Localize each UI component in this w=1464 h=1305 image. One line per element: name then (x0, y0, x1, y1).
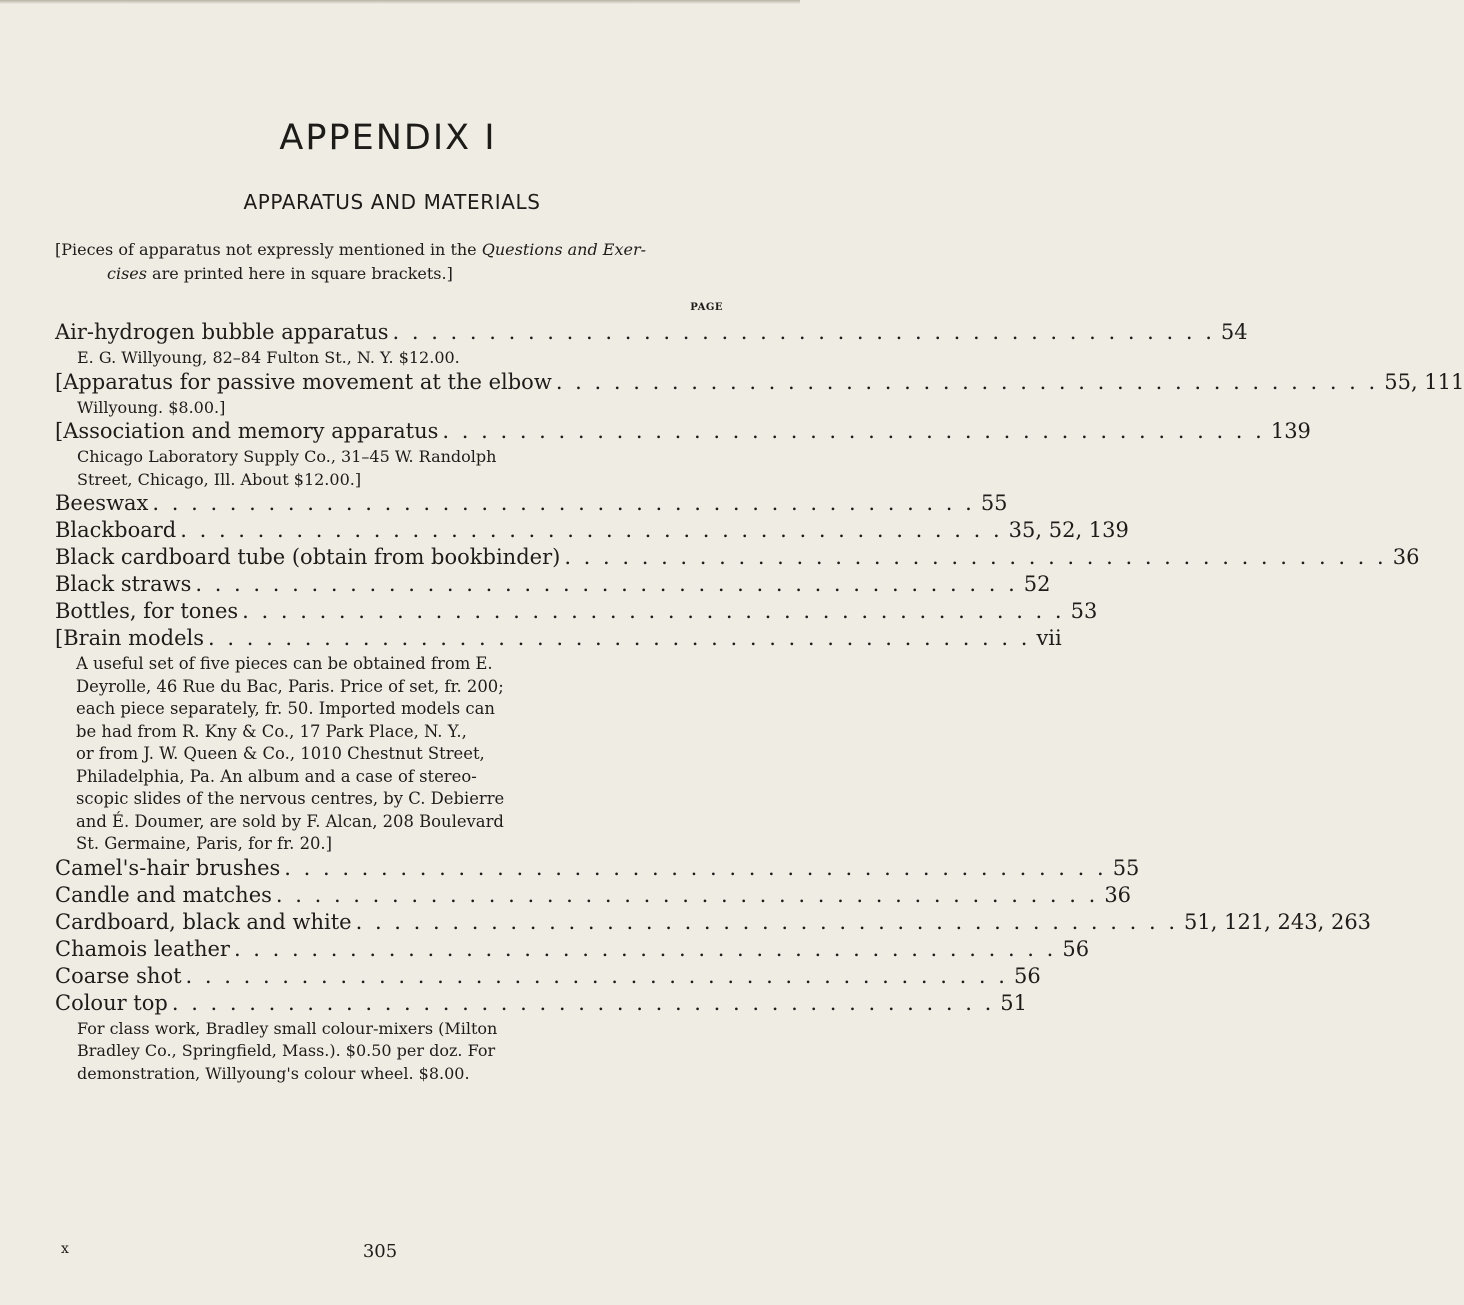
leader-dots: . . . . . . . . . . . . . . . . . . . . . . . . . . . . . . . . . . . . . . . . . . . (564, 545, 1387, 569)
entry-pages: 139 (1270, 419, 1311, 443)
entry-term: Candle and matches (55, 882, 272, 907)
intro-italic: Questions and Exer- (481, 240, 647, 259)
entry-term: Colour top (55, 990, 168, 1015)
leader-dots: . . . . . . . . . . . . . . . . . . . . . . . . . . . . . . . . . . . . . . . . . . . (355, 909, 1179, 934)
entry-pages: 51 (1000, 990, 1027, 1015)
leader-dots: . . . . . . . . . . . . . . . . . . . . . . . . . . . . . . . . . . . . . . . . . . . (185, 963, 1008, 988)
entry-line (55, 882, 1132, 910)
index-entry (55, 909, 1372, 937)
index-entry (55, 626, 1062, 856)
note-line: demonstration, Willyoung's colour wheel. $8.00. (77, 1063, 470, 1083)
signature-mark: x (61, 1241, 69, 1257)
leader-dots: . . . . . . . . . . . . . . . . . . . . . . . . . . . . . . . . . . . . . . . . . . . (195, 572, 1018, 596)
note-line: Bradley Co., Springfield, Mass.). $0.50 per doz. For (77, 1041, 496, 1060)
intro-line-2 (55, 262, 695, 286)
entry-pages: 55 (980, 491, 1008, 515)
index-entry (55, 320, 1248, 370)
entry-term: Blackboard (55, 518, 177, 542)
leader-dots: . . . . . . . . . . . . . . . . . . . . . . . . . . . . . . . . . . . . . . . . . . . (555, 369, 1379, 394)
index-entry (55, 963, 1041, 991)
entry-term: Black straws (55, 572, 192, 596)
entry-line (55, 491, 1008, 518)
entry-pages: 55 (1112, 855, 1140, 880)
index-entry (55, 369, 1464, 420)
index-entry (55, 599, 1098, 626)
entry-pages: 56 (1013, 963, 1041, 988)
entry-pages: 53 (1070, 599, 1098, 623)
entry-line (55, 599, 1098, 626)
page-number: 305 (362, 1241, 398, 1262)
entry-pages: 36 (1392, 545, 1420, 569)
note-line: A useful set of five pieces can be obtained from E. (76, 654, 493, 673)
entry-term: Black cardboard tube (obtain from bookbinder) (55, 545, 561, 569)
intro-note (55, 238, 695, 286)
entry-line (55, 518, 1129, 545)
entry-pages: 51, 121, 243, 263 (1184, 909, 1372, 934)
entry-line (55, 419, 1311, 446)
page-subtitle: APPARATUS AND MATERIALS (243, 190, 541, 214)
index-entry (55, 572, 1051, 599)
entry-line (55, 320, 1248, 347)
entry-note (55, 653, 725, 856)
entry-pages: 52 (1023, 572, 1051, 596)
index-entries (55, 320, 1464, 1085)
entry-term: Camel's-hair brushes (55, 855, 281, 880)
page-column-label: PAGE (690, 302, 723, 313)
intro-italic-2: cises (107, 264, 147, 283)
entry-pages: 55, 111 (1384, 369, 1464, 394)
leader-dots: . . . . . . . . . . . . . . . . . . . . . . . . . . . . . . . . . . . . . . . . . . . (152, 491, 975, 515)
page-edge (0, 0, 800, 4)
entry-term: [Brain models (55, 626, 205, 650)
note-line: Philadelphia, Pa. An album and a case of stereo- (76, 766, 477, 786)
note-line: and É. Doumer, are sold by F. Alcan, 208 Boulevard (76, 811, 504, 831)
intro-line-1 (55, 238, 695, 262)
entry-term: [Association and memory apparatus (55, 419, 439, 443)
entry-pages: 36 (1104, 882, 1132, 907)
entry-note (55, 1018, 725, 1086)
entry-line (55, 855, 1140, 883)
note-line: or from J. W. Queen & Co., 1010 Chestnut Street, (76, 744, 485, 763)
leader-dots: . . . . . . . . . . . . . . . . . . . . . . . . . . . . . . . . . . . . . . . . . . . (275, 882, 1099, 907)
note-line: Street, Chicago, Ill. About $12.00.] (77, 469, 362, 489)
entry-pages: 54 (1220, 320, 1248, 344)
leader-dots: . . . . . . . . . . . . . . . . . . . . . . . . . . . . . . . . . . . . . . . . . . . (233, 936, 1057, 961)
entry-line (55, 963, 1041, 991)
entry-term: Bottles, for tones (55, 599, 239, 623)
entry-note (55, 397, 725, 420)
entry-term: Air-hydrogen bubble apparatus (55, 320, 389, 344)
entry-line (55, 626, 1062, 653)
leader-dots: . . . . . . . . . . . . . . . . . . . . . . . . . . . . . . . . . . . . . . . . . . . (242, 599, 1065, 623)
note-line: For class work, Bradley small colour-mixers (Milton (77, 1018, 498, 1038)
note-line: E. G. Willyoung, 82–84 Fulton St., N. Y. $12.00. (77, 348, 460, 367)
entry-line (55, 936, 1090, 964)
intro-text-2: are printed here in square brackets.] (146, 264, 453, 283)
note-line: be had from R. Kny & Co., 17 Park Place, N. Y., (76, 721, 467, 741)
entry-note (55, 347, 725, 370)
entry-line (55, 369, 1464, 397)
index-entry (55, 419, 1311, 491)
entry-pages: 56 (1062, 936, 1090, 961)
entry-line (55, 990, 1027, 1018)
entry-pages: 35, 52, 139 (1008, 518, 1129, 542)
entry-line (55, 909, 1372, 937)
leader-dots: . . . . . . . . . . . . . . . . . . . . . . . . . . . . . . . . . . . . . . . . . . . (180, 518, 1003, 542)
leader-dots: . . . . . . . . . . . . . . . . . . . . . . . . . . . . . . . . . . . . . . . . . . . (392, 320, 1215, 344)
entry-line (55, 545, 1420, 572)
entry-term: Beeswax (55, 491, 149, 515)
note-line: St. Germaine, Paris, for fr. 20.] (76, 834, 333, 853)
page-title: APPENDIX I (279, 118, 497, 158)
note-line: Deyrolle, 46 Rue du Bac, Paris. Price of set, fr. 200; (76, 676, 504, 696)
leader-dots: . . . . . . . . . . . . . . . . . . . . . . . . . . . . . . . . . . . . . . . . . . . (284, 855, 1107, 880)
leader-dots: . . . . . . . . . . . . . . . . . . . . . . . . . . . . . . . . . . . . . . . . . . . (442, 419, 1265, 443)
intro-text: [Pieces of apparatus not expressly mentioned in the (55, 240, 482, 259)
note-line: each piece separately, fr. 50. Imported models can (76, 699, 495, 718)
entry-term: Chamois leather (55, 936, 230, 961)
note-line: Willyoung. $8.00.] (77, 397, 226, 417)
index-entry (55, 882, 1132, 910)
index-entry (55, 936, 1090, 964)
entry-term: Cardboard, black and white (55, 909, 352, 934)
index-entry (55, 545, 1420, 572)
index-entry (55, 990, 1027, 1086)
entry-pages: vii (1036, 626, 1062, 650)
leader-dots: . . . . . . . . . . . . . . . . . . . . . . . . . . . . . . . . . . . . . . . . . . . (171, 990, 995, 1015)
entry-line (55, 572, 1051, 599)
index-entry (55, 491, 1008, 518)
index-entry (55, 518, 1129, 545)
entry-note (55, 446, 725, 491)
index-entry (55, 855, 1140, 883)
entry-term: [Apparatus for passive movement at the elbow (55, 369, 552, 394)
leader-dots: . . . . . . . . . . . . . . . . . . . . . . . . . . . . . . . . . . . . . . . . . . . (208, 626, 1031, 650)
entry-term: Coarse shot (55, 963, 182, 988)
note-line: Chicago Laboratory Supply Co., 31–45 W. Randolph (77, 447, 497, 466)
note-line: scopic slides of the nervous centres, by C. Debierre (76, 789, 505, 808)
